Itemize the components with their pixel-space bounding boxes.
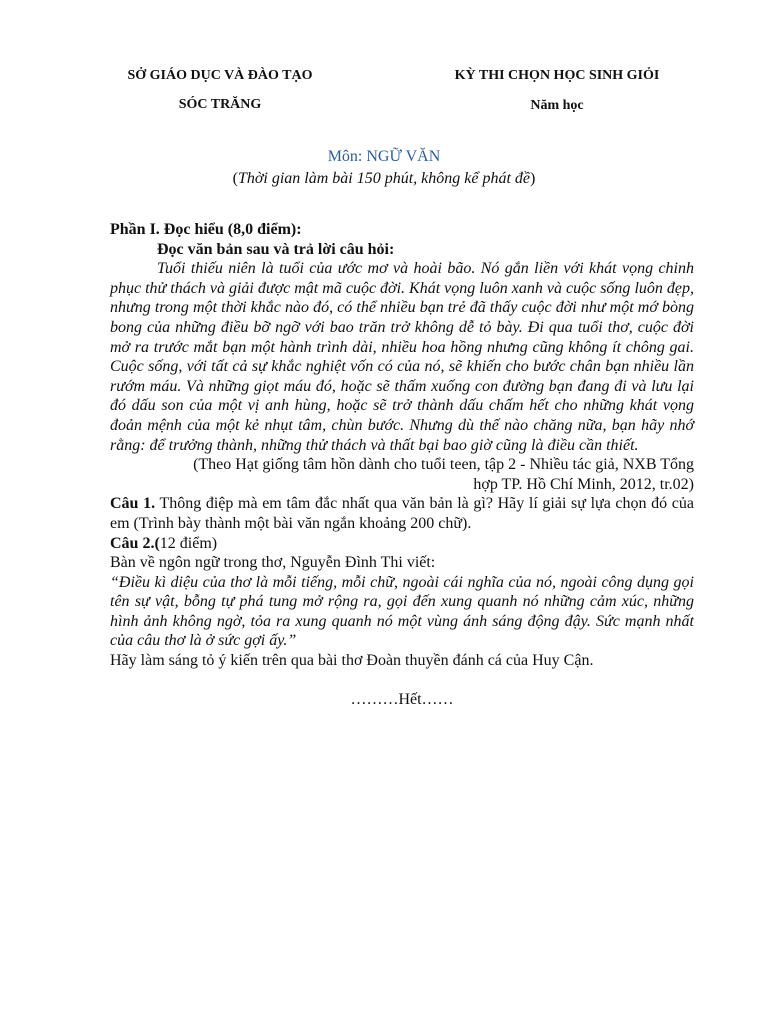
end-mark: ………Hết…… — [350, 690, 454, 708]
question2-task: Hãy làm sáng tỏ ý kiến trên qua bài thơ Đoàn thuyền đánh cá của Huy Cận. — [110, 652, 594, 670]
time-note — [0, 170, 768, 188]
school-year: Năm học — [530, 98, 584, 113]
time-note-open: ( — [232, 170, 238, 187]
reading-passage: Tuổi thiếu niên là tuổi của ước mơ và hoài bão. Nó gắn liền với khát vọng chinh phục thử thách và giải được mật mã cuộc đời. Khát vọng luôn xanh và cuộc sống luôn đẹp, nhưng trong một thời khắc nào đó, có thể nhiều bạn trẻ đã thấy cuộc đời như một mớ bòng bong của những điều bỡ ngỡ với bao trăn trở không dễ tỏ bày. Đi qua tuổi thơ, cuộc đời mở ra trước mắt bạn một hành trình dài, nhiều hoa hồng nhưng cũng không ít chông gai. Cuộc sống, với tất cả sự khắc nghiệt vốn có của nó, sẽ khiến cho bước chân bạn nhiều lần rướm máu. Và những giọt máu đó, hoặc sẽ thấm xuống con đường bạn đang đi và lưu lại đó dấu son của một vị anh hùng, hoặc sẽ trở thành dấu chấm hết cho những khát vọng đoản mệnh của một kẻ nhụt tâm, chùn bước. Nhưng dù thế nào chăng nữa, bạn hãy nhớ rằng: để trưởng thành, những thử thách và thất bại bao giờ cũng là điều cần thiết. — [110, 260, 694, 454]
department-name: SỞ GIÁO DỤC VÀ ĐÀO TẠO — [127, 68, 313, 83]
part1-heading: Phần I. Đọc hiểu (8,0 điểm): — [110, 221, 302, 238]
question2-heading — [110, 534, 694, 554]
province-name: SÓC TRĂNG — [178, 97, 262, 112]
question1-text: Thông điệp mà em tâm đắc nhất qua văn bản là gì? Hãy lí giải sự lựa chọn đó của em (Trình bày thành một bài văn ngắn khoảng 200 chữ). — [110, 495, 694, 532]
question2-points: 12 điểm) — [159, 534, 218, 552]
question2-label: Câu 2.( — [110, 534, 160, 552]
part1-instruction: Đọc văn bản sau và trả lời câu hỏi: — [157, 240, 395, 258]
time-note-close: ) — [530, 170, 536, 187]
source-citation-line1: (Theo Hạt giống tâm hồn dành cho tuổi teen, tập 2 - Nhiều tác giả, NXB Tổng — [193, 456, 694, 474]
time-note-text: Thời gian làm bài 150 phút, không kể phát đề — [237, 170, 531, 187]
spacer — [110, 671, 694, 690]
exam-body — [110, 220, 694, 709]
question2-quote: “Điều kì diệu của thơ là mỗi tiếng, mỗi chữ, ngoài cái nghĩa của nó, ngoài công dụng gọi tên sự vật, bỗng tự phá tung mở rộng ra, gọi đến xung quanh nó những cảm xúc, những hình ảnh không ngờ, tỏa ra xung quanh nó một vùng ánh sáng động đậy. Sức mạnh nhất của câu thơ là ở sức gợi ấy.” — [110, 573, 694, 650]
subject-title: Môn: NGỮ VĂN — [327, 148, 441, 165]
question1-label: Câu 1. — [110, 495, 156, 513]
question2-intro: Bàn về ngôn ngữ trong thơ, Nguyễn Đình Thi viết: — [110, 554, 436, 572]
question1 — [110, 494, 694, 533]
source-citation-line2: hợp TP. Hồ Chí Minh, 2012, tr.02) — [473, 475, 694, 493]
exam-title: KỲ THI CHỌN HỌC SINH GIỎI — [454, 68, 660, 83]
